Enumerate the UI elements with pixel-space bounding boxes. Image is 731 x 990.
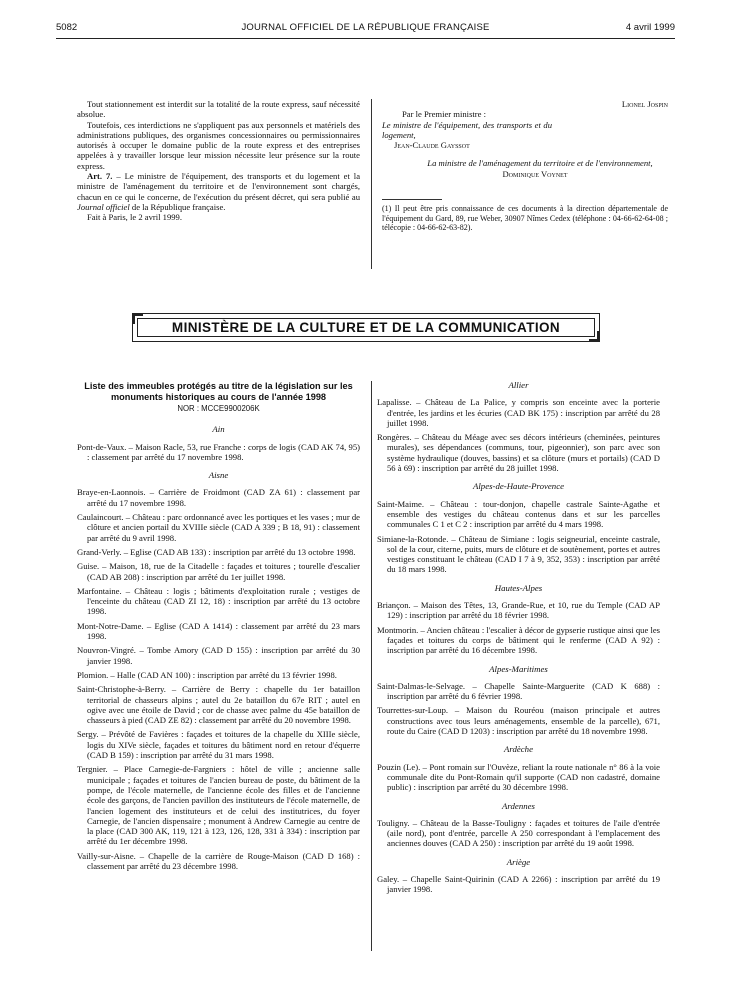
right-sections [377,380,660,895]
journal-title: JOURNAL OFFICIEL DE LA RÉPUBLIQUE FRANÇAISE [241,22,490,33]
minister2-name: Dominique Voynet [502,168,568,179]
monument-entry: Lapalisse. – Château de La Palice, y compris son enceinte avec la porterie d'entrée, les jardins et les écuries (CAD BK 175) : inscription par arrêté du 28 juillet 1998. [377,397,660,428]
monument-entry: Touligny. – Château de la Basse-Touligny : façades et toitures de l'aile d'entrée (aile nord), pont d'entrée, parcelle A 250 correspondant à l'emplacement des anciennes douves (CAD A 250) : inscription par arrêté du 19 août 1998. [377,817,660,849]
column-divider-top [371,99,372,269]
footnote-rule [382,199,442,200]
monument-entry: Galey. – Chapelle Saint-Quirinin (CAD A 2266) : inscription par arrêté du 19 janvier 1998. [377,873,660,895]
monument-entry: Vailly-sur-Aisne. – Chapelle de la carrière de Rouge-Maison (CAD D 168) : classement par arrêté du 23 décembre 1998. [77,850,360,871]
signatures [382,99,668,233]
department-heading: Ardèche [504,744,533,755]
page-number: 5082 [56,22,78,33]
department-heading: Ariège [506,856,531,867]
monument-entry: Plomion. – Halle (CAD AN 100) : inscription par arrêté du 13 février 1998. [77,669,337,680]
journal-ref: Journal officiel [77,201,130,212]
ministry-banner [132,313,600,342]
monument-entry: Briançon. – Maison des Têtes, 13, Grande-Rue, et 10, rue du Temple (CAD AP 129) : inscription par arrêté du 18 février 1998. [377,600,660,621]
monument-entry: Saint-Christophe-à-Berry. – Carrière de Berry : chapelle du 1er bataillon territorial de chasseurs alpins ; autel du 2e bataillon du 67e RIT ; autel en ogive avec une étoile de David ; cor de chasse avec palme du 45e bataillon de chasseurs à pied (CAD ZE 82) : classement par arrêté du 20 novembre 1998. [77,684,360,726]
left-sections [77,424,360,871]
department-heading: Aisne [208,470,229,481]
list-left-column [77,381,360,875]
nor-reference: NOR : MCCE9900206K [177,404,260,413]
department-heading: Alpes-de-Haute-Provence [472,481,565,492]
monument-entry: Sergy. – Prévôté de Favières : façades et toitures de la chapelle du XIIIe siècle, logis du XIVe siècle, façades et toitures du bâtiment nord en retour d'équerre (CAD B 159) : inscription par arrêté du 31 mars 1998. [77,729,360,761]
page-header [56,22,675,36]
monument-entry: Braye-en-Laonnois. – Carrière de Froidmont (CAD ZA 61) : classement par arrêté du 17 novembre 1998. [77,487,360,508]
monument-entry: Tergnier. – Place Carnegie-de-Fargniers : hôtel de ville ; ancienne salle municipale ; façades et toitures de l'ancien bureau de poste, du bâtiment de la pompe, de l'école maternelle, de l'ancienne école des filles et de l'ancienne école des garçons, de l'ancien pavillon des instituteurs de l'école maternelle, de l'ancien logement des instituteurs et de celui des institutrices, du foyer Carnegie, de l'ancien dispensaire ; monument à Andrew Carnegie au centre de la place (CAD 300 AK, 119, 121 à 123, 126, 128, 331 à 334) : inscription par arrêté du 1er décembre 1998. [77,764,360,847]
department-heading: Allier [508,380,529,390]
monument-entry: Nouvron-Vingré. – Tombe Amory (CAD D 155) : inscription par arrêté du 30 janvier 1998. [77,645,360,666]
by-prime-minister: Par le Premier ministre : [402,109,487,120]
issue-date: 4 avril 1999 [625,22,675,33]
article-7 [77,171,360,212]
monument-entry: Rongères. – Château du Méage avec ses décors intérieurs (cheminées, peintures murales), ses dépendances (communs, tour, pigeonnier), son parc avec son système hydraulique (douves, bassins) et sa clôture (murs et portails) (CAD D 56 à 69) : inscription par arrêté du 28 juillet 1998. [377,432,660,474]
article-text: – Le ministre de l'équipement, des transports et du logement et la ministre de l'aménagement du territoire et de l'environnement sont chargés, chacun en ce qui le concerne, de l'exécution du présent décret, qui sera publié au [77,171,361,202]
monument-entry: Marfontaine. – Château : logis ; bâtiments d'exploitation rurale ; vestiges de l'enceinte du château (CAD ZI 12, 18) : inscription par arrêté du 13 octobre 1998. [77,585,360,617]
decree-text [77,99,360,223]
signer-name: Lionel Jospin [621,99,668,109]
monument-entry: Guise. – Maison, 18, rue de la Citadelle : façades et toitures ; tourelle d'escalier (CAD AB 208) : inscription par arrêté du 1er juillet 1998. [77,561,360,582]
signature-date: Fait à Paris, le 2 avril 1999. [87,212,182,223]
monument-entry: Pouzin (Le). – Pont romain sur l'Ouvèze, reliant la route nationale n° 86 à la voie communale dite du Pont-Romain qu'il supporte (CAD non cadastré, domaine public) : inscription par arrêté du 30 décembre 1998. [377,761,660,793]
article-label: Art. 7. [87,171,113,182]
paragraph: Tout stationnement est interdit sur la totalité de la route express, sauf nécessité absolue. [77,99,360,120]
header-rule [56,38,675,39]
minister1-title: Le ministre de l'équipement, des transports et du logement, [382,119,552,140]
monument-entry: Grand-Verly. – Eglise (CAD AB 133) : inscription par arrêté du 13 octobre 1998. [77,546,356,557]
department-heading: Alpes-Maritimes [489,663,548,674]
article-end: de la République française. [129,201,226,212]
monument-entry: Tourrettes-sur-Loup. – Maison du Rouréou (maison principale et autres constructions avec tous leurs aménagements, ensemble de la parcelle), 671, route du Caire (CAD D 1203) : inscription par arrêté du 18 novembre 1998. [377,705,660,737]
column-divider-bottom [371,381,372,951]
monument-entry: Caulaincourt. – Château : parc ordonnancé avec les portiques et les vases ; mur de clôture et ancien portail du XVIIIe siècle (CAD A 339 ; B 18, 91) : classement par arrêté du 9 avril 1998. [77,512,360,543]
monument-entry: Simiane-la-Rotonde. – Château de Simiane : logis seigneurial, enceinte castrale, sol de la cour, citerne, puits, murs de clôture et de soutènement, portes et autres vestiges constituant le château (CAD I 7 à 9, 352, 353) : inscription par arrêté du 18 mars 1998. [377,533,660,575]
department-heading: Ardennes [502,800,535,811]
minister2-title: La ministre de l'aménagement du territoire et de l'environnement, [427,158,653,169]
ministry-title: MINISTÈRE DE LA CULTURE ET DE LA COMMUNICATION [137,318,595,337]
department-heading: Hautes-Alpes [494,582,543,593]
monument-entry: Montmorin. – Ancien château : l'escalier à décor de gypserie rustique ainsi que les façades et toitures du corps de bâtiment qui le renferme (CAD A 92) : inscription par arrêté du 16 décembre 1998. [377,624,660,656]
list-right-column [377,376,660,899]
footnote: (1) Il peut être pris connaissance de ces documents à la direction départementale de l'équipement du Gard, 89, rue Weber, 30907 Nîmes Cedex (téléphone : 04-66-62-64-08 ; télécopie : 04-66-62-63-82). [382,204,668,233]
monument-entry: Saint-Maime. – Château : tour-donjon, chapelle castrale Sainte-Agathe et ensemble des vestiges du château contenus dans et sur les parcelles communales C 1 et C 2 : inscription par arrêté du 4 mars 1998. [377,498,660,530]
list-title: Liste des immeubles protégés au titre de la législation sur les monuments historiques au cours de l'année 1998 [84,381,353,402]
monument-entry: Saint-Dalmas-le-Selvage. – Chapelle Sainte-Marguerite (CAD K 688) : inscription par arrêté du 6 février 1998. [377,680,660,702]
monument-entry: Mont-Notre-Dame. – Eglise (CAD A 1414) : classement par arrêté du 23 mars 1998. [77,620,360,642]
monument-entry: Pont-de-Vaux. – Maison Racle, 53, rue Franche : corps de logis (CAD AK 74, 95) : classement par arrêté du 17 novembre 1998. [77,441,360,462]
department-heading: Ain [212,424,225,435]
minister1-name: Jean-Claude Gayssot [394,140,470,151]
paragraph: Toutefois, ces interdictions ne s'appliquent pas aux personnels et matériels des administrations publiques, des organismes concessionnaires ou permissionnaires autorisés à occuper le domaine public de la route express et des entreprises appelées à y travailler lorsque leur mission nécessite leur présence sur la route express. [77,119,360,171]
